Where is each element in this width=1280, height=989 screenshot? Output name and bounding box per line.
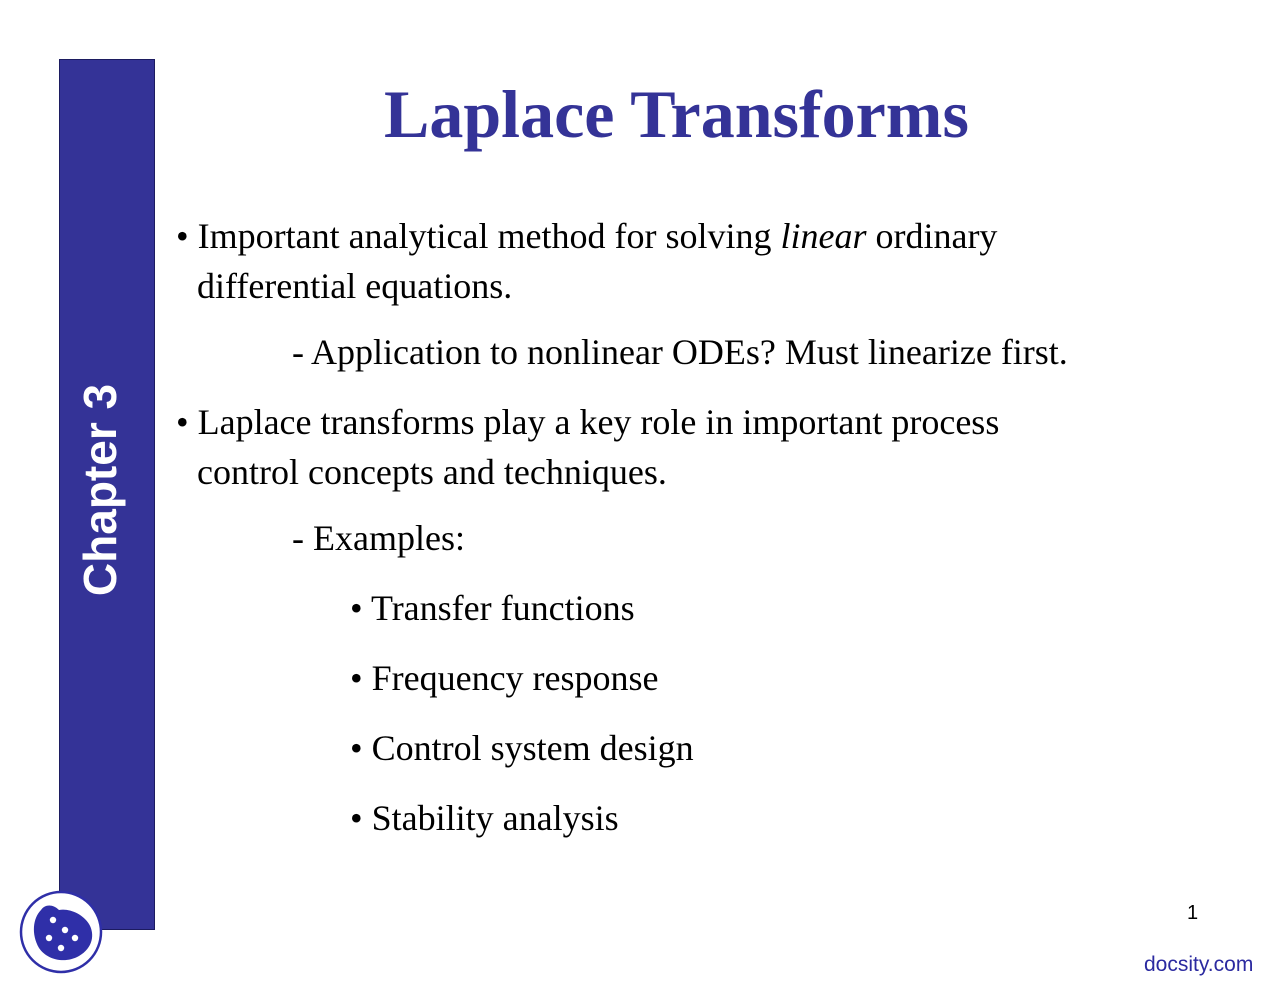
example-item bbox=[350, 590, 635, 626]
sub-point-1: - Application to nonlinear ODEs? Must linearize first. bbox=[292, 332, 1068, 372]
bullet-2-line-2: control concepts and techniques. bbox=[197, 452, 667, 492]
bullet-1-text-b: ordinary bbox=[866, 216, 998, 256]
example-text: Stability analysis bbox=[371, 798, 619, 838]
example-text: Control system design bbox=[371, 728, 694, 768]
docsity-logo-icon bbox=[19, 890, 103, 974]
bullet-marker: • bbox=[176, 402, 189, 442]
bullet-1-text-a: Important analytical method for solving bbox=[197, 216, 781, 256]
chapter-label: Chapter 3 bbox=[74, 383, 126, 597]
example-item bbox=[350, 800, 619, 836]
page-number: 1 bbox=[1187, 902, 1199, 924]
bullet-1-line-1 bbox=[176, 218, 997, 254]
slide-title: Laplace Transforms bbox=[384, 76, 969, 152]
bullet-marker: • bbox=[176, 216, 189, 256]
bullet-1-emphasis: linear bbox=[780, 216, 867, 256]
example-item bbox=[350, 730, 694, 766]
example-item bbox=[350, 660, 659, 696]
example-text: Frequency response bbox=[371, 658, 659, 698]
sub-point-2: - Examples: bbox=[292, 518, 465, 558]
example-bullet: • bbox=[350, 798, 363, 838]
bullet-1-line-2: differential equations. bbox=[197, 266, 513, 306]
bullet-2-line-1 bbox=[176, 404, 999, 440]
example-bullet: • bbox=[350, 728, 363, 768]
example-text: Transfer functions bbox=[370, 588, 635, 628]
example-bullet: • bbox=[350, 658, 363, 698]
docsity-watermark-link[interactable]: docsity.com bbox=[1144, 953, 1254, 976]
bullet-2-text: Laplace transforms play a key role in important process bbox=[197, 402, 1000, 442]
example-bullet: • bbox=[350, 588, 363, 628]
